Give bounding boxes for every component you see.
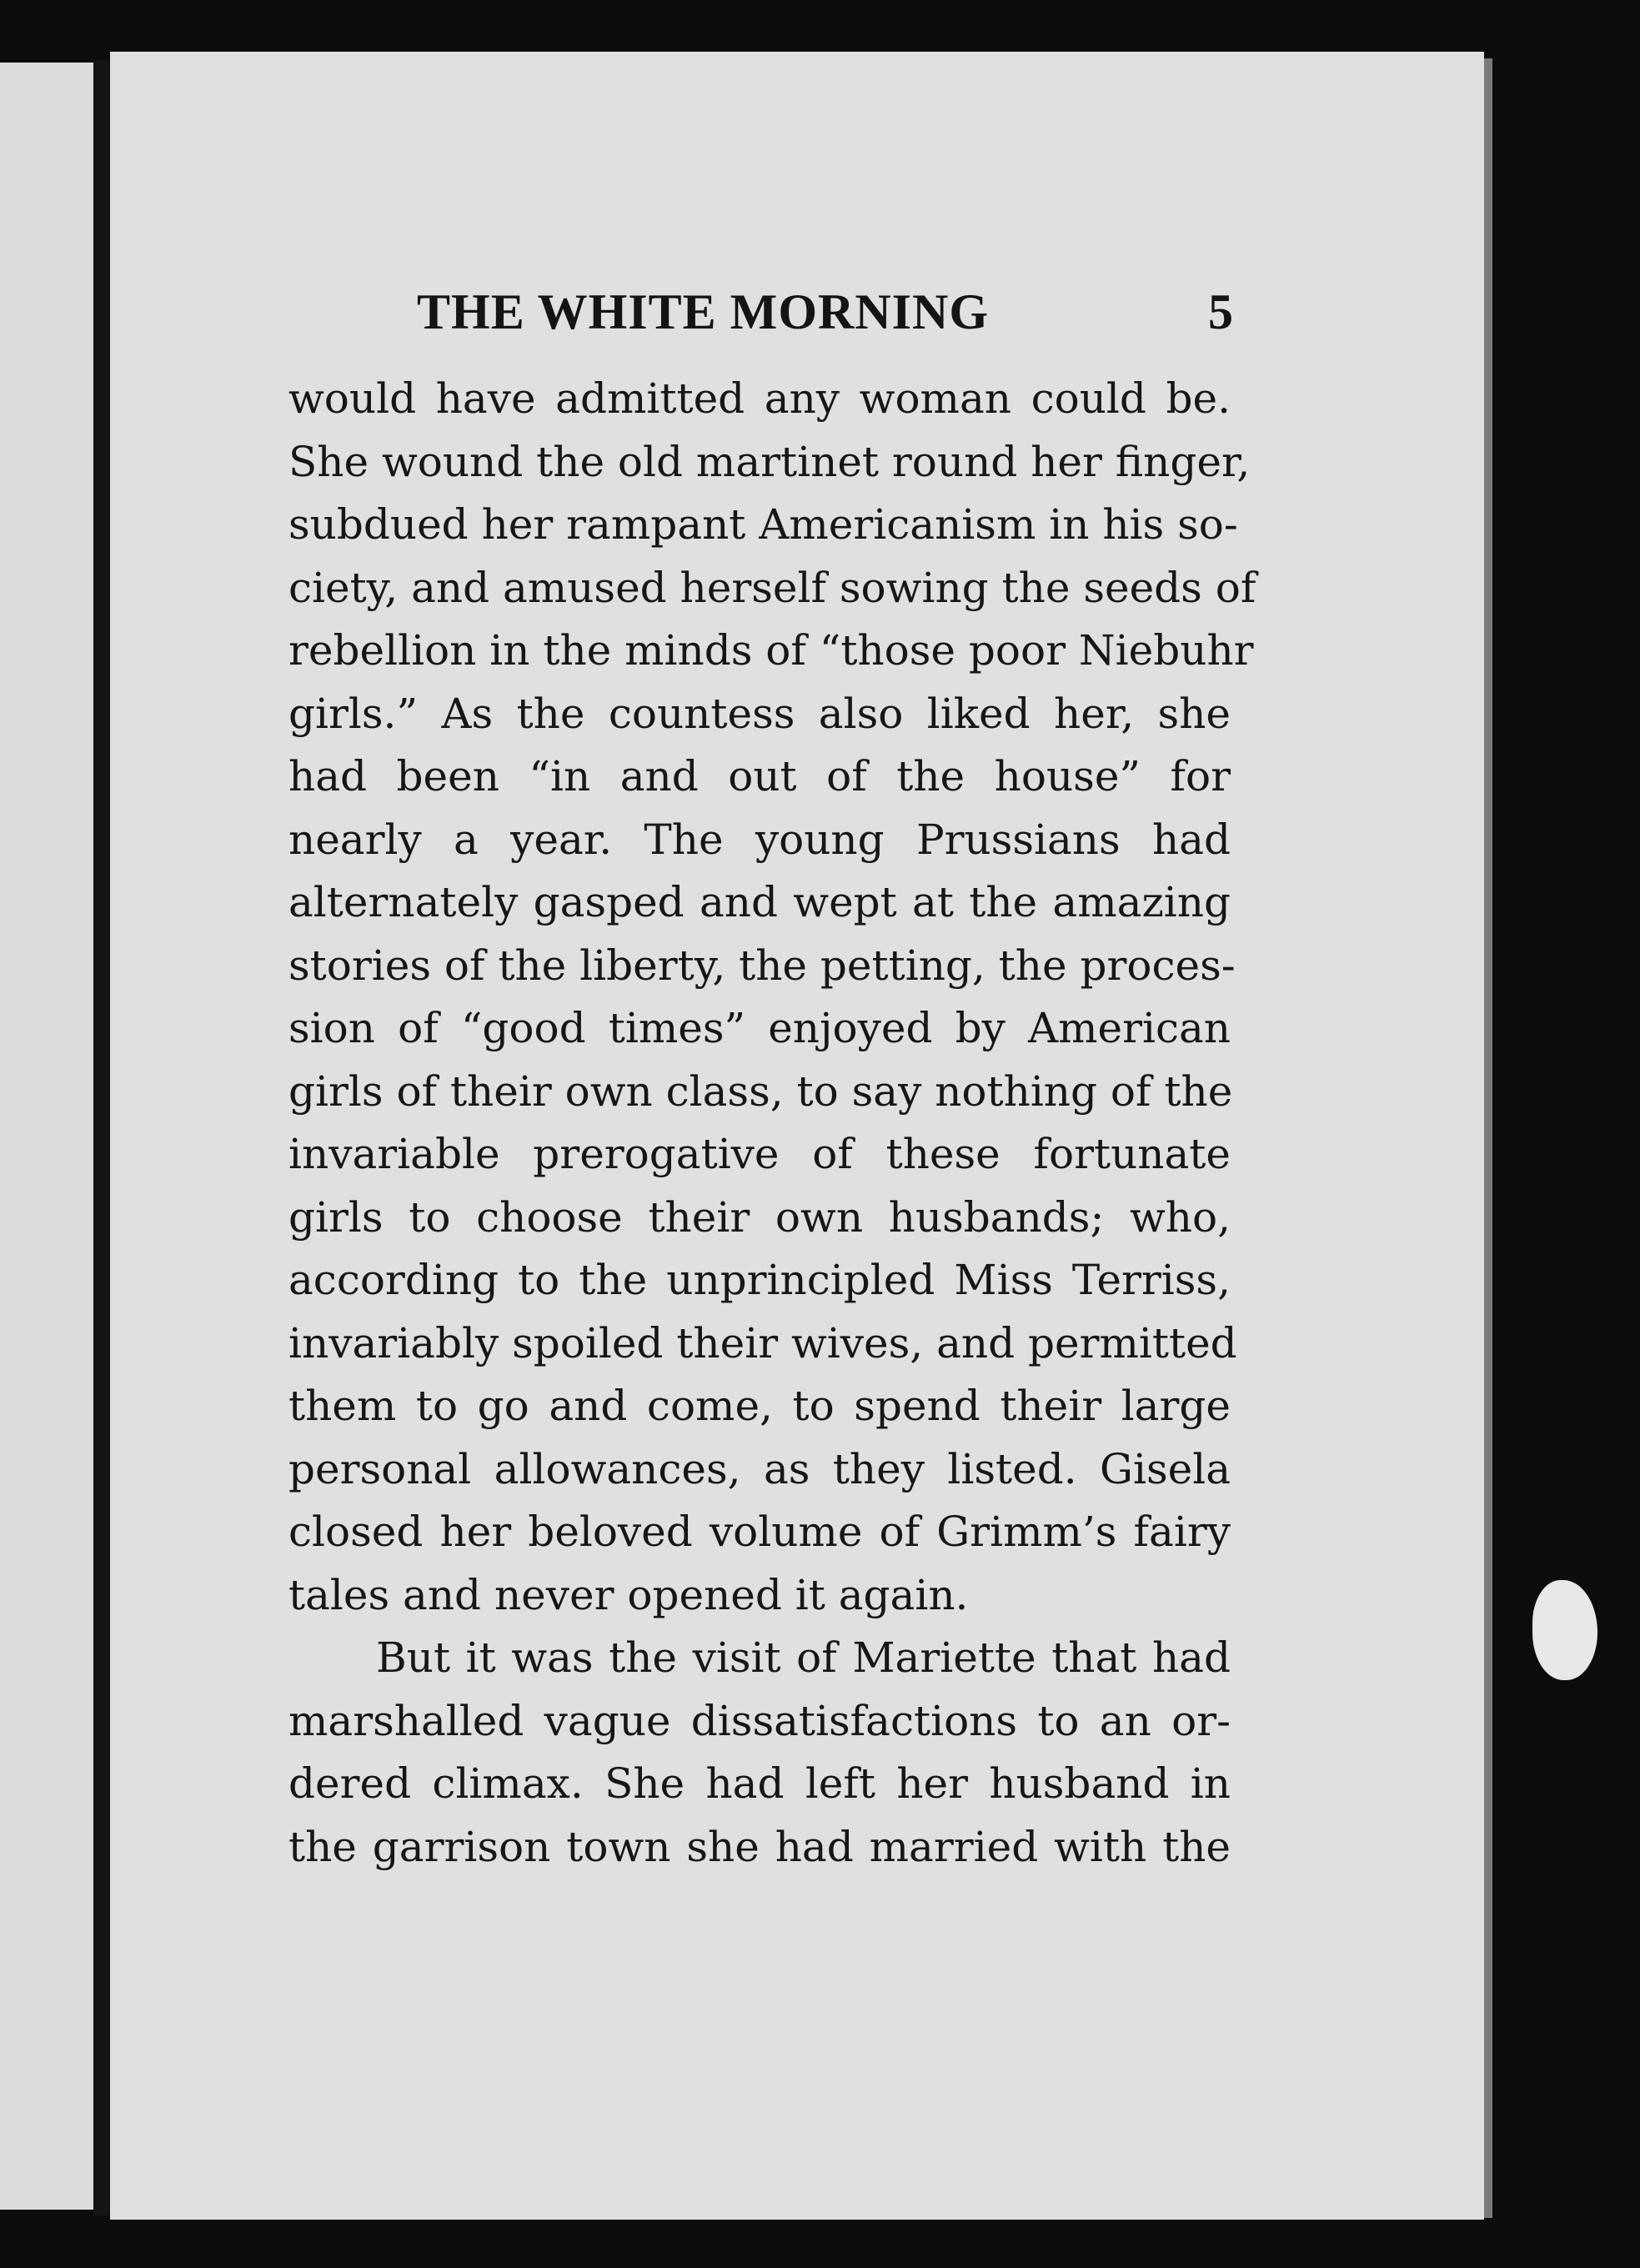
page-edge-shadow [1484,58,1492,2218]
text-line: tales and never opened it again. [288,1570,969,1619]
page-number: 5 [1208,284,1234,339]
paper-damage-spot [1532,1580,1597,1680]
text-line: personal allowances, as they listed. Gisela [288,1444,1231,1493]
text-line: according to the unprincipled Miss Terriss, [288,1256,1231,1304]
text-line: nearly a year. The young Prussians had [288,815,1231,864]
binding-gutter [93,60,110,2215]
text-line: But it was the visit of Mariette that had [376,1633,1231,1682]
text-line: girls of their own class, to say nothing of the [288,1066,1233,1116]
text-line: girls to choose their own husbands; who, [288,1192,1231,1242]
text-line: would have admitted any woman could be. [288,374,1231,423]
text-line: them to go and come, to spend their large [288,1382,1231,1430]
text-line: the garrison town she had married with the [288,1822,1231,1871]
text-line: rebellion in the minds of “those poor Niebuhr [288,626,1254,675]
text-line: marshalled vague dissatisfactions to an or- [288,1696,1231,1745]
text-line: ciety, and amused herself sowing the seeds of [288,563,1256,612]
text-line: She wound the old martinet round her finger, [288,437,1251,486]
text-line: sion of “good times” enjoyed by American [288,1004,1231,1052]
text-line: alternately gasped and wept at the amazing [288,878,1231,926]
text-line: stories of the liberty, the petting, the proces- [288,941,1236,990]
text-line: subdued her rampant Americanism in his so- [288,500,1238,549]
text-line: closed her beloved volume of Grimm’s fairy [288,1508,1231,1556]
text-line: dered climax. She had left her husband in [288,1759,1231,1808]
running-title: THE WHITE MORNING [417,284,989,339]
facing-page-edge [0,63,93,2210]
text-line: invariably spoiled their wives, and permitted [288,1318,1237,1367]
text-line: girls.” As the countess also liked her, she [288,689,1231,738]
text-line: invariable prerogative of these fortunate [288,1130,1231,1178]
text-line: had been “in and out of the house” for [288,752,1231,800]
page-body-text [288,368,1256,1879]
page-header [417,284,1234,350]
